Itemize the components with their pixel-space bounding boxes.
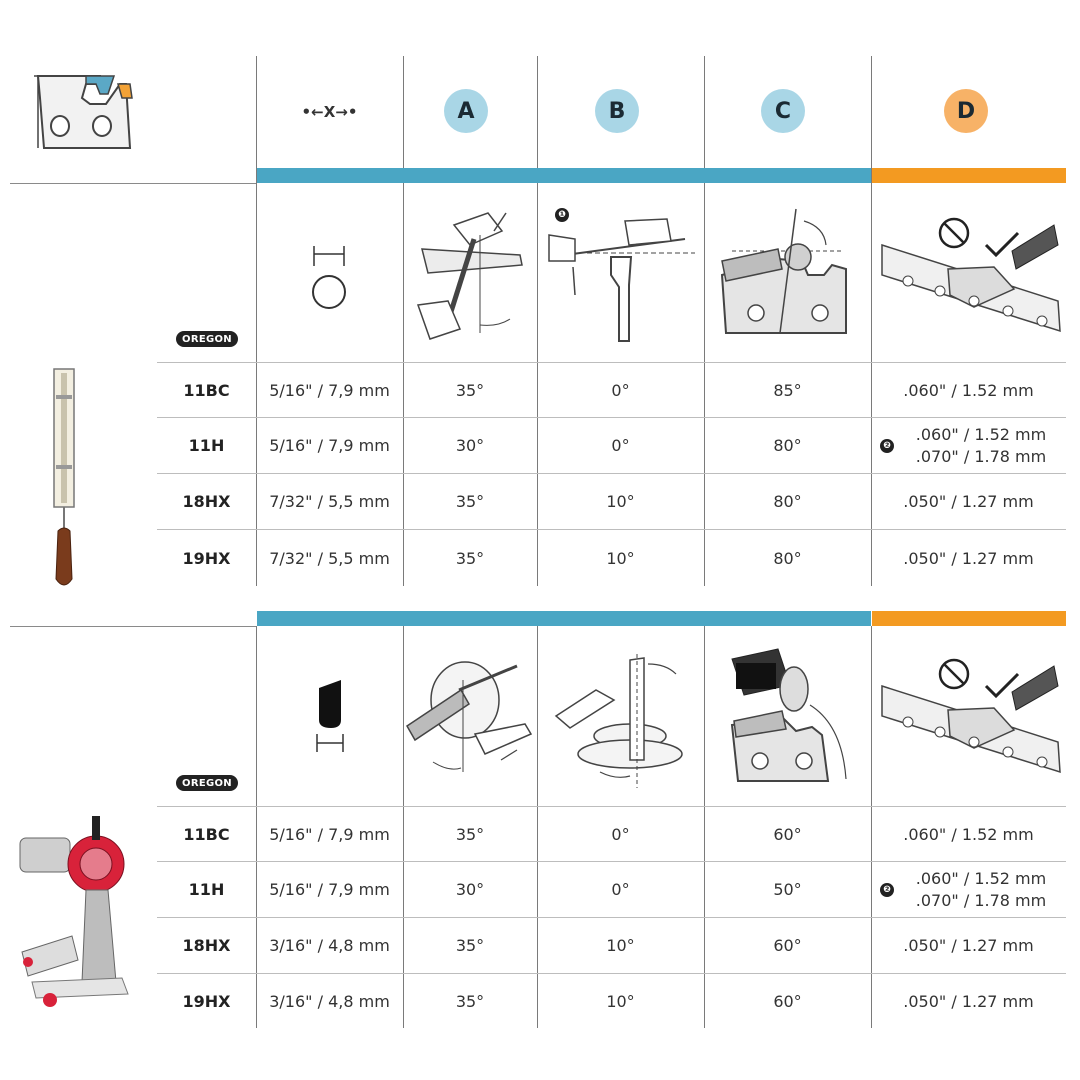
- angle-c-cell: 60°: [773, 991, 802, 1011]
- angle-c-cell: 80°: [773, 492, 802, 511]
- step-marker: ❶: [555, 208, 569, 222]
- model-cell: 11BC: [183, 824, 230, 844]
- file-size-cell: 7/32" / 5,5 mm: [269, 492, 390, 511]
- diameter-symbol: •←X→•: [301, 103, 358, 121]
- orange-band: [872, 611, 1066, 626]
- angle-b-cell: 10°: [606, 548, 635, 568]
- angle-a-cell: 30°: [455, 880, 485, 899]
- footnote-marker: ❷: [880, 883, 894, 897]
- section-divider: [10, 626, 256, 627]
- angle-c-cell: 60°: [773, 824, 802, 844]
- depth-gauge-d-illustration: [878, 650, 1063, 790]
- cutter-tooth-icon: [30, 68, 140, 158]
- depth-value: .070" / 1.78 mm: [915, 890, 1047, 910]
- angle-c-cell: 50°: [773, 880, 802, 899]
- oregon-logo: OREGON: [176, 775, 238, 791]
- angle-a-cell: 35°: [455, 548, 485, 568]
- depth-d-cell: .050" / 1.27 mm: [903, 548, 1034, 568]
- angle-b-cell: 0°: [611, 380, 630, 400]
- footnote-marker: ❷: [880, 439, 894, 453]
- depth-value: .060" / 1.52 mm: [915, 424, 1047, 444]
- filing-angle-c-illustration: [712, 205, 862, 340]
- column-badge-b: B: [595, 89, 639, 133]
- angle-a-cell: 35°: [455, 824, 485, 844]
- file-size-cell: 5/16" / 7,9 mm: [269, 436, 390, 455]
- model-cell: 19HX: [182, 548, 231, 568]
- angle-b-cell: 10°: [606, 492, 635, 511]
- depth-d-cell: [896, 862, 1066, 917]
- depth-value: .070" / 1.78 mm: [915, 446, 1047, 466]
- angle-a-cell: 35°: [455, 936, 485, 955]
- angle-a-cell: 35°: [455, 492, 485, 511]
- angle-c-cell: 85°: [773, 380, 802, 400]
- file-size-cell: 3/16" / 4,8 mm: [269, 936, 390, 955]
- model-cell: 18HX: [182, 492, 231, 511]
- column-badge-d: D: [944, 89, 988, 133]
- grinder-angle-a-illustration: [405, 650, 535, 780]
- filing-angle-a-illustration: [410, 205, 530, 345]
- orange-band: [872, 168, 1066, 183]
- file-size-cell: 5/16" / 7,9 mm: [269, 824, 390, 844]
- grinder-angle-c-illustration: [712, 645, 862, 790]
- depth-gauge-d-illustration: [878, 205, 1063, 345]
- round-file-diameter-icon: [300, 240, 360, 310]
- blue-band: [257, 611, 871, 626]
- round-file-tool-icon: [44, 365, 84, 595]
- model-cell: 11BC: [183, 380, 230, 400]
- model-cell: 19HX: [182, 991, 231, 1011]
- angle-a-cell: 35°: [455, 991, 485, 1011]
- file-size-cell: 5/16" / 7,9 mm: [269, 880, 390, 899]
- depth-d-cell: [896, 418, 1066, 473]
- angle-b-cell: 10°: [606, 936, 635, 955]
- angle-a-cell: 35°: [455, 380, 485, 400]
- filing-angle-b-illustration: [545, 205, 700, 345]
- angle-c-cell: 60°: [773, 936, 802, 955]
- file-size-cell: 7/32" / 5,5 mm: [269, 548, 390, 568]
- depth-d-cell: .050" / 1.27 mm: [903, 991, 1034, 1011]
- angle-c-cell: 80°: [773, 436, 802, 455]
- angle-c-cell: 80°: [773, 548, 802, 568]
- angle-b-cell: 0°: [611, 436, 630, 455]
- column-badge-c: C: [761, 89, 805, 133]
- file-size-cell: 5/16" / 7,9 mm: [269, 380, 390, 400]
- depth-d-cell: .060" / 1.52 mm: [903, 824, 1034, 844]
- angle-a-cell: 30°: [455, 436, 485, 455]
- model-cell: 18HX: [182, 936, 231, 955]
- model-cell: 11H: [188, 436, 225, 455]
- model-cell: 11H: [188, 880, 225, 899]
- depth-d-cell: .050" / 1.27 mm: [903, 492, 1034, 511]
- grinder-angle-b-illustration: [548, 650, 693, 790]
- depth-d-cell: .050" / 1.27 mm: [903, 936, 1034, 955]
- chain-grinder-machine-icon: [12, 812, 137, 1012]
- depth-value: .060" / 1.52 mm: [915, 868, 1047, 888]
- column-badge-a: A: [444, 89, 488, 133]
- header-divider: [10, 183, 256, 184]
- file-size-cell: 3/16" / 4,8 mm: [269, 991, 390, 1011]
- blue-band: [257, 168, 871, 183]
- depth-d-cell: .060" / 1.52 mm: [903, 380, 1034, 400]
- oregon-logo: OREGON: [176, 331, 238, 347]
- angle-b-cell: 0°: [611, 824, 630, 844]
- angle-b-cell: 10°: [606, 991, 635, 1011]
- grinder-wheel-profile-icon: [305, 676, 355, 756]
- angle-b-cell: 0°: [611, 880, 630, 899]
